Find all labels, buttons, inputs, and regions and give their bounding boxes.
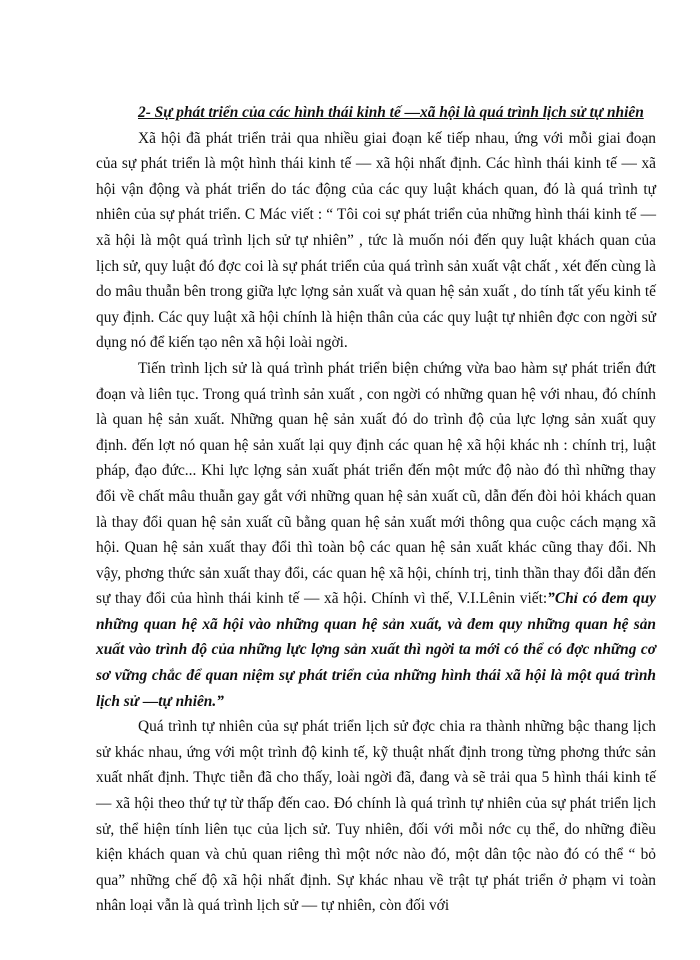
paragraph-1-text: Xã hội đã phát triển trải qua nhiều giai đoạn kế tiếp nhau, ứng với mỗi giai đoạn của sự phát triển là một hình thái kinh tế — xã hội nhất định. Các hình thái kinh tế — xã hội vận động và phát triển do tác động của các quy luật khách quan, đó là quá trình tự nhiên của sự phát triển. C Mác viết : “ Tôi coi sự phát triển của những hình thái kinh tế — xã hội là một quá trình lịch sử tự nhiên” , tức là muốn nói đến quy luật khách quan của lịch sử, quy luật đó đợc coi là sự phát triển của quá trình sản xuất vật chất , xét đến cùng là do mâu thuẫn bên trong giữa lực lợng sản xuất và quan hệ sản xuất , do tính tất yếu kinh tế quy định. Các quy luật xã hội chính là hiện thân của các quy luật tự nhiên đợc con ngời sử dụng nó để kiến tạo nên xã hội loài ngời. [96,129,656,352]
paragraph-3 [96,714,656,919]
lenin-quote: ”Chỉ có đem quy những quan hệ xã hội vào những quan hệ sản xuất, và đem quy những quan hệ sản xuất vào trình độ của những lực lợng sản xuất thì ngời ta mới có thể có đợc những cơ sơ vững chắc để quan niệm sự phát triển của những hình thái xã hội là một quá trình lịch sử —tự nhiên.” [96,590,656,710]
paragraph-2 [96,356,656,714]
document-page [96,100,656,919]
paragraph-2-text: Tiến trình lịch sử là quá trình phát triển biện chứng vừa bao hàm sự phát triển đứt đoạn và liên tục. Trong quá trình sản xuất , con ngời có những quan hệ với nhau, đó chính là quan hệ sản xuất. Những quan hệ sản xuất đó do trình độ của lực lợng sản xuất quy định. đến lợt nó quan hệ sản xuất lại quy định các quan hệ xã hội khác nh : chính trị, luật pháp, đạo đức... Khi lực lợng sản xuất phát triển đến một mức độ nào đó thì những thay đổi về chất mâu thuẫn gay gắt với những quan hệ sản xuất cũ, dẫn đến đòi hỏi khách quan là thay đổi quan hệ sản xuất cũ bằng quan hệ sản xuất mới thông qua cuộc cách mạng xã hội. Quan hệ sản xuất thay đổi thì toàn bộ các quan hệ sản xuất khác cũng thay đổi. Nh vậy, phơng thức sản xuất thay đổi, các quan hệ xã hội, chính trị, tinh thần thay đổi dẫn đến sự thay đổi của hình thái kinh tế — xã hội. Chính vì thế, V.I.Lênin viết: [96,359,656,608]
section-heading: 2- Sự phát triển của các hình thái kinh tế —xã hội là quá trình lịch sử tự nhiên [138,104,644,121]
paragraph-3-text: Quá trình tự nhiên của sự phát triển lịch sử đợc chia ra thành những bậc thang lịch sử khác nhau, ứng với một trình độ kinh tế, kỹ thuật nhất định trong từng phơng thức sản xuất nhất định. Thực tiễn đã cho thấy, loài ngời đã, đang và sẽ trải qua 5 hình thái kinh tế — xã hội theo thứ tự từ thấp đến cao. Đó chính là quá trình tự nhiên của sự phát triển lịch sử, thể hiện tính liên tục của lịch sử. Tuy nhiên, đối với mỗi nớc cụ thể, do những điều kiện khách quan và chủ quan riêng thì một nớc nào đó, một dân tộc nào đó có thể “ bỏ qua” những chế độ xã hội nhất định. Sự khác nhau về trật tự phát triển ở phạm vi toàn nhân loại vẫn là quá trình lịch sử — tự nhiên, còn đối với [96,718,656,915]
paragraph-1 [96,126,656,356]
